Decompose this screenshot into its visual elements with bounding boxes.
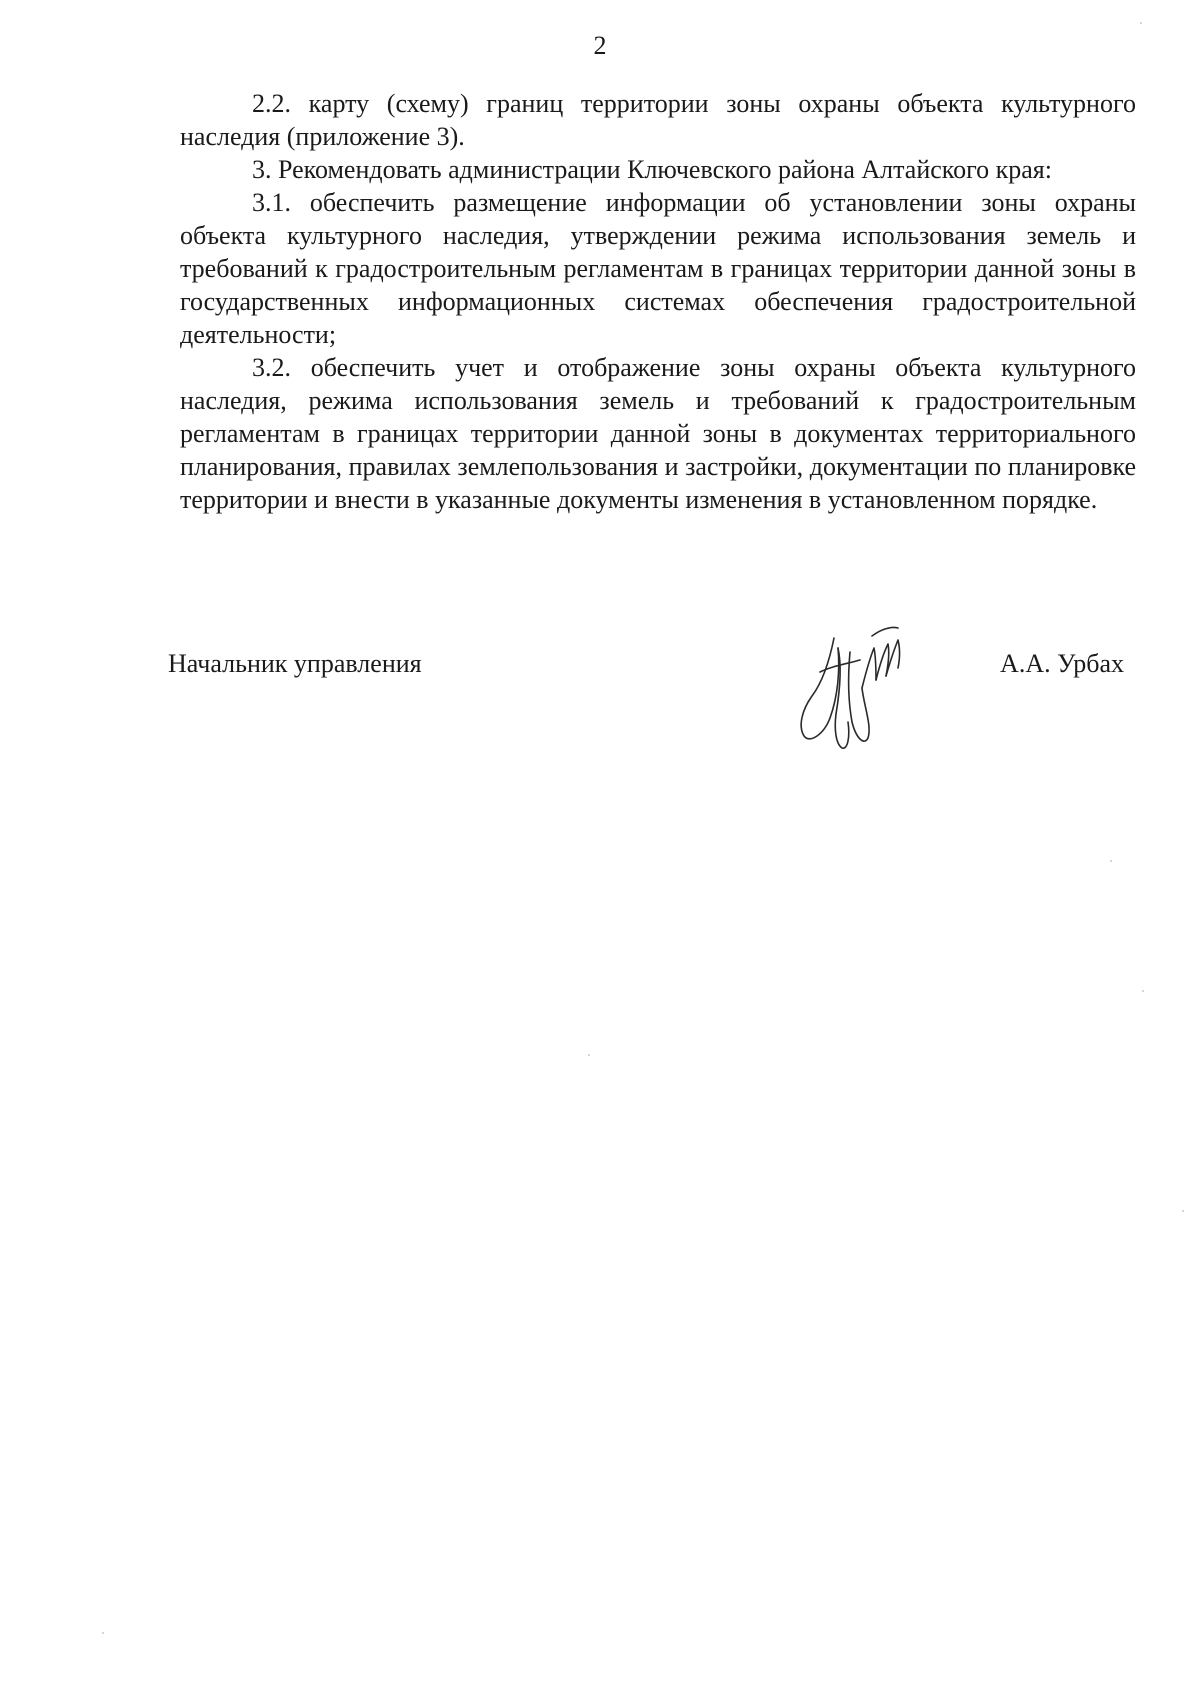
scan-artifact [1142,990,1144,992]
scan-artifact [1182,1210,1184,1212]
scan-artifact [1140,22,1142,24]
paragraph-3-1: 3.1. обеспечить размещение информации об установлении зоны охраны объекта культурного наследия, утверждении режима использования земель и требований к градостроительным регламентам в границах территории данной зоны в государственных информационных системах обеспечения градостроительной деятельности; [180,188,1136,349]
signer-name: А.А. Урбах [1000,649,1124,678]
scan-artifact [588,1054,590,1056]
paragraph-2-2: 2.2. карту (схему) границ территории зоны охраны объекта культурного наследия (приложение 3). [180,89,1136,151]
signature-block [168,648,1124,778]
scan-artifact [102,1632,104,1634]
paragraph-3: 3. Рекомендовать администрации Ключевского района Алтайского края: [252,155,1052,184]
page-number: 2 [593,31,607,60]
document-body [180,87,1136,516]
scan-artifact [1110,860,1112,862]
signer-position: Начальник управления [168,649,422,678]
handwritten-signature [776,618,936,768]
paragraph-3-2: 3.2. обеспечить учет и отображение зоны охраны объекта культурного наследия, режима использования земель и требований к градостроительным регламентам в границах территории данной зоны в документах территориального планирования, правилах землепользования и застройки, документации по планировке территории и внести в указанные документы изменения в установленном порядке. [180,353,1136,514]
